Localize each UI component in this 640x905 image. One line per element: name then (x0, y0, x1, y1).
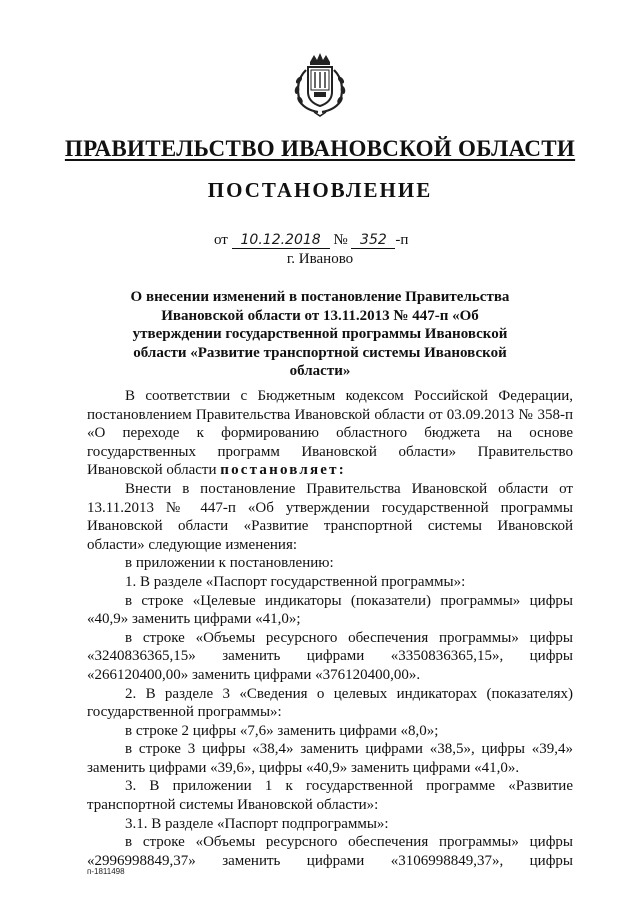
number-suffix: -п (395, 232, 409, 248)
paragraph-8: в строке 3 цифры «38,4» заменить цифрами «38,5», цифры «39,4» заменить цифрами «39,6», цифры «40,9» заменить цифрами «41,0». (87, 741, 573, 776)
decree-word: постановляет: (220, 462, 346, 479)
paragraph-2: в приложении к постановлению: (125, 555, 334, 572)
paragraph-3: 1. В разделе «Паспорт государственной программы»: (125, 573, 466, 590)
date-number-line (214, 232, 408, 249)
document-type: ПОСТАНОВЛЕНИЕ (207, 178, 433, 202)
date-prefix: от (214, 232, 228, 248)
document-code: п-1811498 (87, 867, 125, 876)
paragraph-7: в строке 2 цифры «7,6» заменить цифрами «8,0»; (125, 722, 439, 739)
ivanovo-coat-of-arms-icon (288, 52, 352, 118)
paragraph-5: в строке «Объемы ресурсного обеспечения программы» цифры «3240836365,15» заменить цифрами «3350836365,15», цифры «266120400,00» заменить цифрами «376120400,00». (87, 629, 573, 683)
city: г. Иваново (286, 251, 354, 267)
number-prefix: № (333, 232, 348, 248)
handwritten-date: 10.12.2018 (232, 232, 330, 249)
preamble: В соответствии с Бюджетным кодексом Российской Федерации, постановлением Правительства Ивановской области от 03.09.2013 № 358-п «О переходе к формированию областного бюджета на основе государственных программ Ивановской области» Правительство Ивановской области постановляет: (87, 388, 573, 479)
decree-body (87, 387, 573, 870)
paragraph-6: 2. В разделе 3 «Сведения о целевых индикаторах (показателях) государственной программы»: (87, 685, 573, 721)
paragraph-9: 3. В приложении 1 к государственной программе «Развитие транспортной системы Ивановской области»: (87, 778, 573, 814)
decree-subject: О внесении изменений в постановление Правительства Ивановской области от 13.11.2013 № 447-п «Об утверждении государственной программы Ивановской области «Развитие транспортной системы Ивановской области» (130, 289, 510, 379)
government-title: ПРАВИТЕЛЬСТВО ИВАНОВСКОЙ ОБЛАСТИ (64, 136, 576, 161)
paragraph-1: Внести в постановление Правительства Ивановской области от 13.11.2013 № 447-п «Об утверждении государственной программы Ивановской области «Развитие транспортной системы Ивановской области» следующие изменения: (87, 480, 573, 553)
handwritten-number: 352 (351, 232, 395, 249)
paragraph-10: 3.1. В разделе «Паспорт подпрограммы»: (125, 815, 389, 832)
paragraph-11: в строке «Объемы ресурсного обеспечения программы» цифры «2996998849,37» заменить цифрами «3106998849,37», цифры (87, 834, 573, 869)
paragraph-4: в строке «Целевые индикаторы (показатели) программы» цифры «40,9» заменить цифрами «41,0»; (87, 592, 573, 628)
